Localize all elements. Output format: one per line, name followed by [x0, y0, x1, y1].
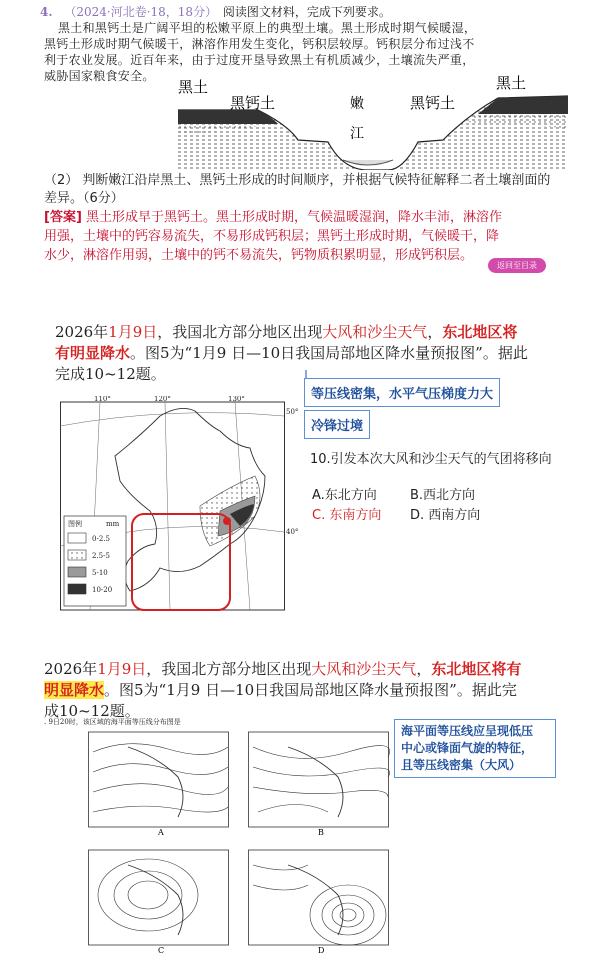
answer-block — [44, 208, 589, 265]
legend-item: 0-2.5 — [92, 535, 110, 543]
question-line: . 9日20时，该区域的海平面等压线分布图是 — [44, 718, 181, 726]
section-3 — [0, 655, 602, 960]
panel-label-c: C — [158, 946, 165, 955]
callout-cold-front: 冷锋过境 — [304, 410, 370, 439]
option-c[interactable]: C. 东南方向 — [312, 508, 382, 523]
label-left-black-soil: 黑土 — [178, 78, 209, 96]
callout-pressure-gradient: 等压线密集，水平气压梯度力大 — [304, 378, 500, 407]
intro-text: ，我国北方部分地区出现 — [146, 660, 312, 678]
soil-profile-diagram — [178, 70, 568, 170]
callout-line: 中心或锋面气旋的特征， — [401, 741, 534, 755]
sub-question-line-1: （2） 判断嫩江沿岸黑土、黑钙土形成的时间顺序，并根据气候特征解释二者土壤剖面的 — [44, 173, 551, 188]
label-right-chernozem: 黑钙土 — [410, 94, 456, 112]
intro-text: 。图5为“1月9 日—10日我国局部地区降水量预报图”。据此 — [130, 344, 528, 362]
label-river-1: 嫩 — [350, 96, 364, 112]
option-d[interactable]: D. 西南方向 — [410, 508, 481, 523]
answer-line-2: 用强，土壤中的钙容易流失，不易形成钙积层；黑钙土形成时期，气候暖干，降 — [44, 229, 500, 244]
lon-label: 120° — [154, 396, 171, 403]
isobar-panel-a — [88, 727, 238, 837]
label-left-chernozem: 黑钙土 — [230, 94, 276, 112]
panel-label-b: B — [318, 828, 324, 837]
legend-item: 2.5-5 — [92, 552, 110, 560]
question-10: 10.引发本次大风和沙尘天气的气团将移向 — [310, 452, 552, 467]
option-a[interactable]: A.东北方向 — [312, 488, 377, 503]
question-number: 4. — [40, 5, 53, 19]
legend-title: 图例 — [68, 520, 82, 528]
question-source: （2024·河北卷·18，18分） — [64, 5, 218, 19]
question-header — [40, 3, 391, 20]
callout-line: 海平面等压线应呈现低压 — [401, 724, 534, 738]
intro-paragraph — [55, 322, 595, 385]
intro-text: ， — [427, 323, 443, 341]
back-to-toc-button[interactable]: 返回至目录 — [488, 258, 546, 273]
para-line-2: 黑钙土形成时期气候暖干，淋溶作用发生变化，钙积层较厚。钙积层分布过浅不 — [44, 37, 475, 51]
intro-highlight-northeast: 东北地区将 — [442, 323, 518, 341]
intro-date: 1月9日 — [97, 660, 147, 678]
intro-text: 。图5为“1月9 日—10日我国局部地区降水量预报图”。据此完 — [104, 681, 517, 699]
intro-highlight-wind: 大风和沙尘天气 — [322, 323, 428, 341]
lat-label: 50° — [286, 408, 299, 416]
intro-highlight-wind: 大风和沙尘天气 — [311, 660, 417, 678]
panel-label-d: D — [318, 946, 325, 955]
callout-line: 且等压线密集（大风） — [401, 758, 522, 772]
intro-highlight-northeast: 东北地区将有 — [431, 660, 522, 678]
intro-highlight-precip: 明显降水 — [44, 681, 105, 699]
intro-highlight-precip: 有明显降水 — [55, 344, 131, 362]
legend-unit: mm — [106, 520, 120, 528]
isobar-panel-c — [88, 845, 238, 955]
lat-label: 40° — [286, 528, 299, 536]
sub-question — [44, 172, 584, 208]
isobar-panel-d — [248, 845, 398, 955]
answer-line-1: 黑土形成早于黑钙土。黑土形成时期，气候温暖湿润，降水丰沛，淋溶作 — [86, 210, 503, 225]
sub-question-line-2: 差异。（6分） — [44, 191, 124, 206]
answer-line-3: 水少，淋溶作用弱，土壤中的钙不易流失，钙物质积累明显，形成钙积层。 — [44, 248, 474, 263]
intro-text: 2026年 — [55, 323, 109, 341]
intro-date: 1月9日 — [108, 323, 158, 341]
section-1 — [0, 0, 602, 275]
option-b[interactable]: B.西北方向 — [410, 488, 476, 503]
para-line-4: 威胁国家粮食安全。 — [44, 69, 155, 83]
para-line-3: 利于农业发展。近百年来，由于过度开垦导致黑土有机质减少，土壤流失严重， — [44, 53, 475, 67]
lon-label: 130° — [228, 396, 245, 403]
label-right-black-soil: 黑土 — [496, 74, 527, 92]
precipitation-map — [60, 396, 300, 612]
panel-label-a: A — [158, 828, 164, 837]
label-river-2: 江 — [350, 126, 364, 142]
legend-item: 5-10 — [92, 569, 108, 577]
intro-text: 完成10~12题。 — [55, 365, 166, 383]
legend-item: 10-20 — [92, 586, 113, 594]
question-intro: 阅读图文材料，完成下列要求。 — [222, 5, 391, 19]
intro-text: 2026年 — [44, 660, 98, 678]
intro-text: ，我国北方部分地区出现 — [157, 323, 323, 341]
intro-text: 成10~12题。 — [44, 702, 140, 720]
intro-text: ， — [416, 660, 432, 678]
callout-isobar — [394, 719, 556, 778]
intro-paragraph-2 — [44, 659, 594, 722]
lon-label: 110° — [94, 396, 111, 403]
answer-tag: [答案] — [44, 210, 82, 225]
section-2 — [0, 318, 602, 638]
isobar-panel-b — [248, 727, 398, 837]
para-line-1: 黑土和黑钙土是广阔平坦的松嫩平原上的典型土壤。黑土形成时期气候暖湿， — [58, 21, 477, 35]
